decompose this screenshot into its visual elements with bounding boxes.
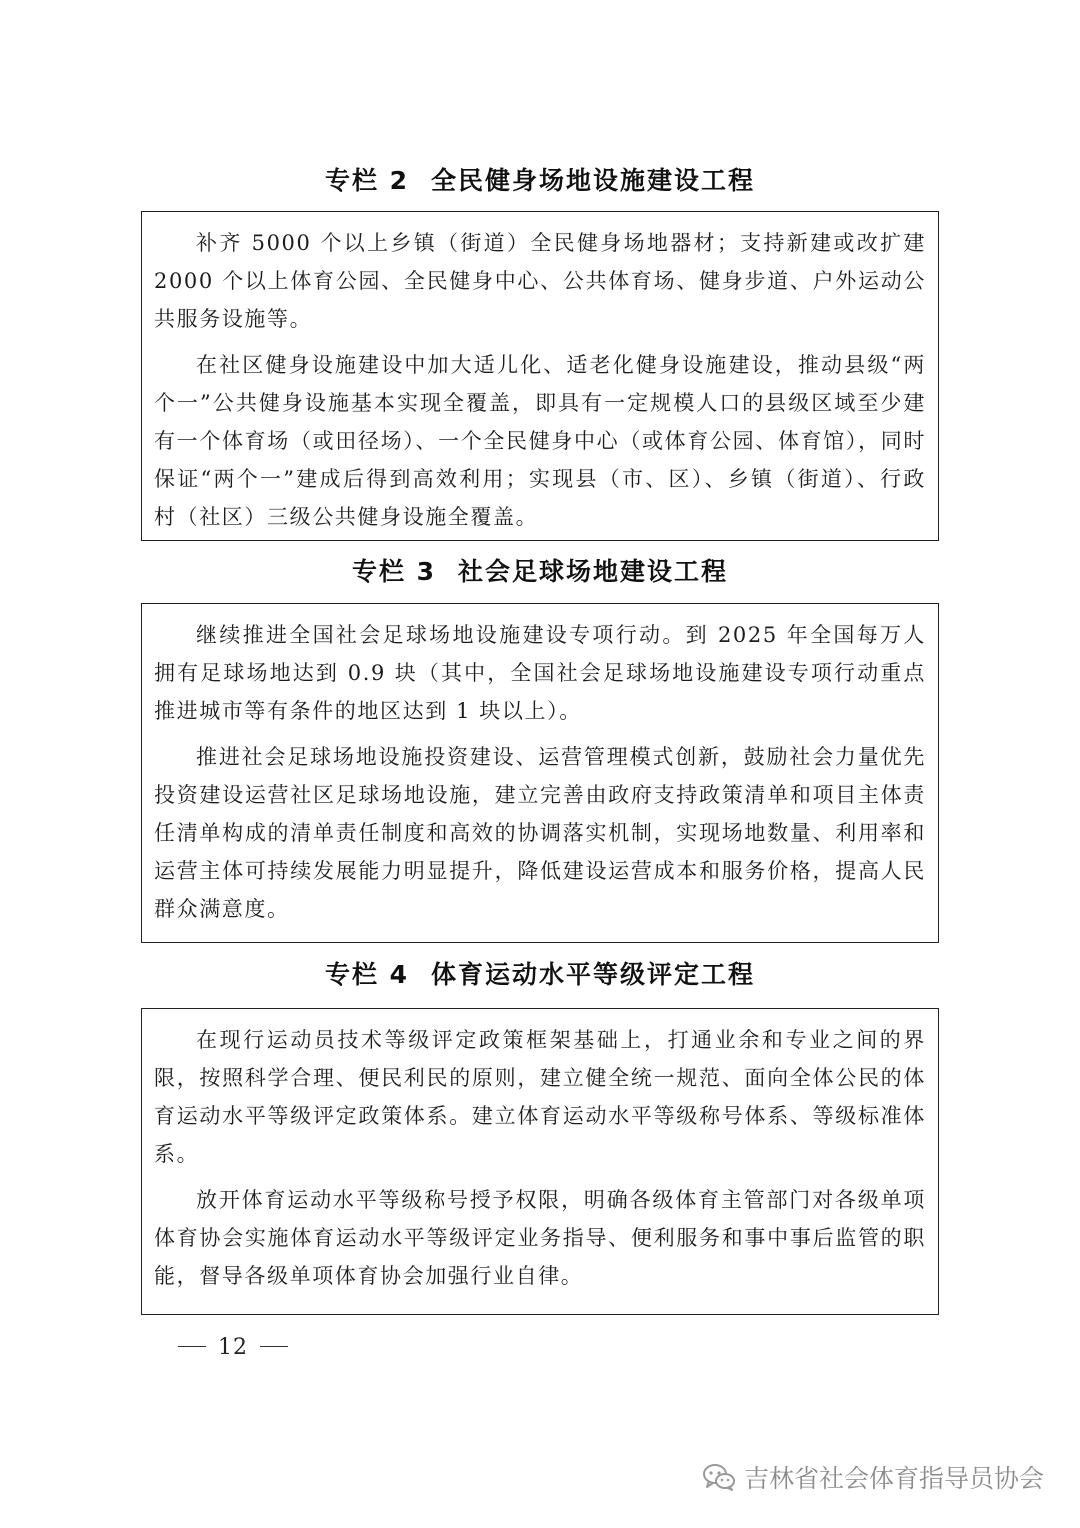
section-3-box	[141, 603, 939, 943]
section-3-title	[0, 557, 1080, 587]
section-4-heading: 体育运动水平等级评定工程	[431, 960, 756, 989]
section-4-box	[141, 1008, 939, 1315]
watermark-text: 吉林省社会体育指导员协会	[743, 1464, 1044, 1493]
page-number-value: 12	[218, 1335, 248, 1360]
section-4-paragraph-1: 在现行运动员技术等级评定政策框架基础上，打通业余和专业之间的界限，按照科学合理、便民利民的原则，建立健全统一规范、面向全体公民的体育运动水平等级评定政策体系。建立体育运动水平等级称号体系、等级标准体系。	[154, 1028, 926, 1166]
section-2-title	[0, 166, 1080, 196]
page-number-dash-left	[178, 1346, 206, 1347]
section-2-heading: 全民健身场地设施建设工程	[431, 166, 756, 195]
section-3-prefix: 专栏 3	[351, 557, 437, 586]
page-number-dash-right	[260, 1346, 288, 1347]
section-4-paragraph-2: 放开体育运动水平等级称号授予权限，明确各级体育主管部门对各级单项体育协会实施体育运动水平等级评定业务指导、便利服务和事中事后监管的职能，督导各级单项体育协会加强行业自律。	[154, 1188, 926, 1288]
section-4-title	[0, 960, 1080, 990]
section-3-paragraph-1: 继续推进全国社会足球场地设施建设专项行动。到 2025 年全国每万人拥有足球场地达到 0.9 块（其中，全国社会足球场地设施建设专项行动重点推进城市等有条件的地区达到 1 块以上）。	[154, 623, 926, 723]
wechat-icon	[702, 1462, 736, 1492]
section-2-paragraph-1: 补齐 5000 个以上乡镇（街道）全民健身场地器材；支持新建或改扩建 2000 个以上体育公园、全民健身中心、公共体育场、健身步道、户外运动公共服务设施等。	[154, 231, 926, 331]
section-3-heading: 社会足球场地建设工程	[458, 557, 729, 586]
page-number	[166, 1335, 300, 1360]
section-4-prefix: 专栏 4	[324, 960, 410, 989]
wechat-watermark	[702, 1459, 1044, 1495]
section-2-box	[141, 211, 939, 541]
section-2-prefix: 专栏 2	[324, 166, 410, 195]
section-2-paragraph-2: 在社区健身设施建设中加大适儿化、适老化健身设施建设，推动县级“两个一”公共健身设施基本实现全覆盖，即具有一定规模人口的县级区域至少建有一个体育场（或田径场）、一个全民健身中心（或体育公园、体育馆），同时保证“两个一”建成后得到高效利用；实现县（市、区）、乡镇（街道）、行政村（社区）三级公共健身设施全覆盖。	[154, 353, 926, 529]
section-3-paragraph-2: 推进社会足球场地设施投资建设、运营管理模式创新，鼓励社会力量优先投资建设运营社区足球场地设施，建立完善由政府支持政策清单和项目主体责任清单构成的清单责任制度和高效的协调落实机制，实现场地数量、利用率和运营主体可持续发展能力明显提升，降低建设运营成本和服务价格，提高人民群众满意度。	[154, 745, 926, 921]
